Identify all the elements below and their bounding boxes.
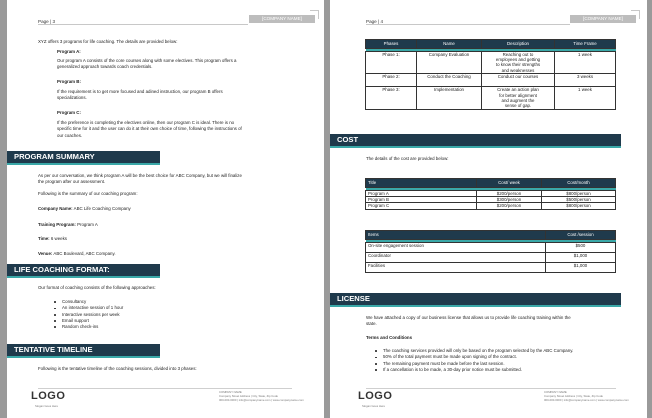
summary-company (38, 206, 131, 212)
program-c-desc-1: If the preference is completing the electives online, then our program C is ideal. There is no (57, 120, 235, 125)
list-item: The coaching services provided will only be based on the program selected by the ABC Company. (374, 348, 573, 354)
license-paragraph-2: state. (366, 321, 377, 326)
table-row (366, 87, 616, 110)
table-cell: Conduct our courses (482, 74, 555, 87)
table-cell: $800/person (542, 190, 616, 196)
section-heading-coaching-format: LIFE COACHING FORMAT: (7, 264, 160, 278)
table-header: Items (366, 231, 546, 240)
format-list (53, 299, 123, 330)
summary-venue-label: Venue: (38, 251, 53, 256)
terms-list (374, 348, 573, 373)
summary-time-value: 6 weeks (50, 236, 67, 241)
table-cell: Coordinator (366, 252, 546, 262)
table-cell: 1 week (555, 87, 616, 110)
table-cell: Create an action plan for better alignment and augment the sense of gap. (482, 87, 555, 110)
header-rule (38, 24, 248, 25)
program-a-desc-1: Our program A consists of the core courses along with some electives. This program offers a (57, 58, 237, 63)
license-paragraph-1: We have attached a copy of our business license that allows us to provide life coaching training within the (366, 315, 571, 320)
table-header: Time Frame (555, 40, 616, 49)
summary-company-value: ABC Life Coaching Company (73, 206, 131, 211)
company-logo: LOGO (358, 390, 393, 402)
program-c-desc-2: specific time for it and the user can do it at their own choice of time, following the instructions of (57, 126, 242, 131)
program-b-title: Program B: (57, 79, 81, 84)
table-cell: Program C (366, 203, 477, 209)
table-row (366, 242, 616, 252)
section-heading-license: LICENSE (330, 293, 621, 307)
table-header: Cost /session (546, 231, 616, 240)
summary-venue (38, 251, 116, 257)
page-number: Page | 3 (38, 19, 56, 24)
program-a-desc-2: generalized approach towards coach credentials. (57, 64, 153, 69)
program-b-desc-1: If the requirement is to get more focused and adined instruction, our program B offers (57, 89, 223, 94)
cost-table (365, 178, 616, 210)
footer-company-name: COMPANY NAME (544, 390, 567, 394)
document-page-3 (7, 0, 324, 418)
intro-text: XYZ offers 3 programs for life coaching. The details are provided below: (38, 39, 178, 44)
summary-paragraph-1: As per our conversation, we think program A will be the best choice for ABC Company, but we will finalize (38, 173, 242, 178)
table-header: Phases (366, 40, 417, 49)
list-item: Interactive sessions per week (53, 312, 123, 318)
footer-company-name: COMPANY NAME (219, 390, 242, 394)
summary-intro: Following is the summary of our coaching program: (38, 191, 138, 196)
table-cell: Facilities (366, 262, 546, 272)
section-heading-tentative-timeline: TENTATIVE TIMELINE (7, 344, 160, 358)
list-item: An interactive session of 1 hour (53, 305, 123, 311)
summary-program-label: Training Program: (38, 222, 76, 227)
footer-rule (366, 388, 616, 389)
table-cell: Program B (366, 196, 477, 202)
table-cell: Program A (366, 190, 477, 196)
terms-title: Terms and Conditions (366, 335, 413, 340)
table-header: Description (482, 40, 555, 49)
timeline-intro: Following is the tentative timeline of the coaching sessions, divided into 3 phases: (38, 366, 197, 371)
table-cell: Conduct the Coaching (417, 74, 482, 87)
company-name-box: [COMPANY NAME] (570, 15, 636, 23)
table-cell: $300/person (477, 196, 542, 202)
list-item: Random check-ins (53, 324, 123, 330)
table-cell: $500/person (542, 196, 616, 202)
table-cell: Phase 1: (366, 51, 417, 74)
summary-program-value: Program A (77, 222, 98, 227)
company-name-box: [COMPANY NAME] (249, 15, 315, 23)
table-row (366, 262, 616, 272)
summary-program (38, 222, 98, 228)
footer-contact: 000-000-0000 | info@companyname.com | www.companyname.com (544, 398, 629, 402)
document-page-4 (330, 0, 647, 418)
list-item: Email support (53, 318, 123, 324)
section-heading-program-summary: PROGRAM SUMMARY (7, 151, 160, 165)
table-cell: $1,000 (546, 252, 616, 262)
header-rule (366, 24, 570, 25)
table-row (366, 203, 616, 209)
company-slogan: Slogan Goes Here (35, 404, 59, 408)
table-row (366, 74, 616, 87)
section-heading-cost: COST (330, 134, 621, 148)
table-cell: 1 week (555, 51, 616, 74)
program-c-desc-3: our coaches. (57, 133, 83, 138)
summary-company-label: Company Name: (38, 206, 73, 211)
table-header: Cost/month (542, 179, 616, 188)
summary-paragraph-2: the program after our assessment. (38, 179, 106, 184)
summary-time-label: Time: (38, 236, 50, 241)
table-cell: Company Evaluation (417, 51, 482, 74)
footer-address: Company Street Address | City, State, Zip Code (544, 394, 603, 398)
company-slogan: Slogan Goes Here (362, 404, 386, 408)
table-header: Name (417, 40, 482, 49)
list-item: Consultancy (53, 299, 123, 305)
table-cell: Phase 2: (366, 74, 417, 87)
table-cell: $200/person (477, 203, 542, 209)
format-intro: Our format of coaching consists of the following approaches: (38, 285, 156, 290)
program-c-title: Program C: (57, 110, 81, 115)
company-logo: LOGO (31, 390, 66, 402)
summary-time (38, 236, 67, 242)
table-cell: $500 (546, 242, 616, 252)
table-cell: Reaching out to employees and getting to know their strengths and weaknesses (482, 51, 555, 74)
list-item: The remaining payment must be made before the last session. (374, 361, 573, 367)
table-header: Cost/ week (477, 179, 542, 188)
table-cell: On-site engagement session (366, 242, 546, 252)
program-b-desc-2: specializations. (57, 95, 87, 100)
summary-venue-value: ABC Boulevard, ABC Company. (53, 251, 116, 256)
table-cell: $1,000 (546, 262, 616, 272)
footer-rule (38, 388, 292, 389)
table-cell: Implementation (417, 87, 482, 110)
table-row (366, 252, 616, 262)
list-item: If a cancellation is to be made, a 30-day prior notice must be submitted. (374, 367, 573, 373)
table-cell: 3 weeks (555, 74, 616, 87)
table-row (366, 51, 616, 74)
footer-address: Company Street Address | City, State, Zip Code (219, 394, 278, 398)
list-item: 50% of the total payment must be made upon signing of the contract. (374, 354, 573, 360)
table-header: Title (366, 179, 477, 188)
table-cell: $200/person (477, 190, 542, 196)
timeline-table (365, 39, 616, 110)
table-cell: $800/person (542, 203, 616, 209)
table-cell: Phase 3: (366, 87, 417, 110)
cost-intro: The details of the cost are provided below: (366, 156, 449, 161)
page-number: Page | 4 (366, 19, 384, 24)
program-a-title: Program A: (57, 49, 81, 54)
footer-contact: 000-000-0000 | info@companyname.com | www.companyname.com (219, 398, 304, 402)
items-cost-table (365, 230, 616, 273)
